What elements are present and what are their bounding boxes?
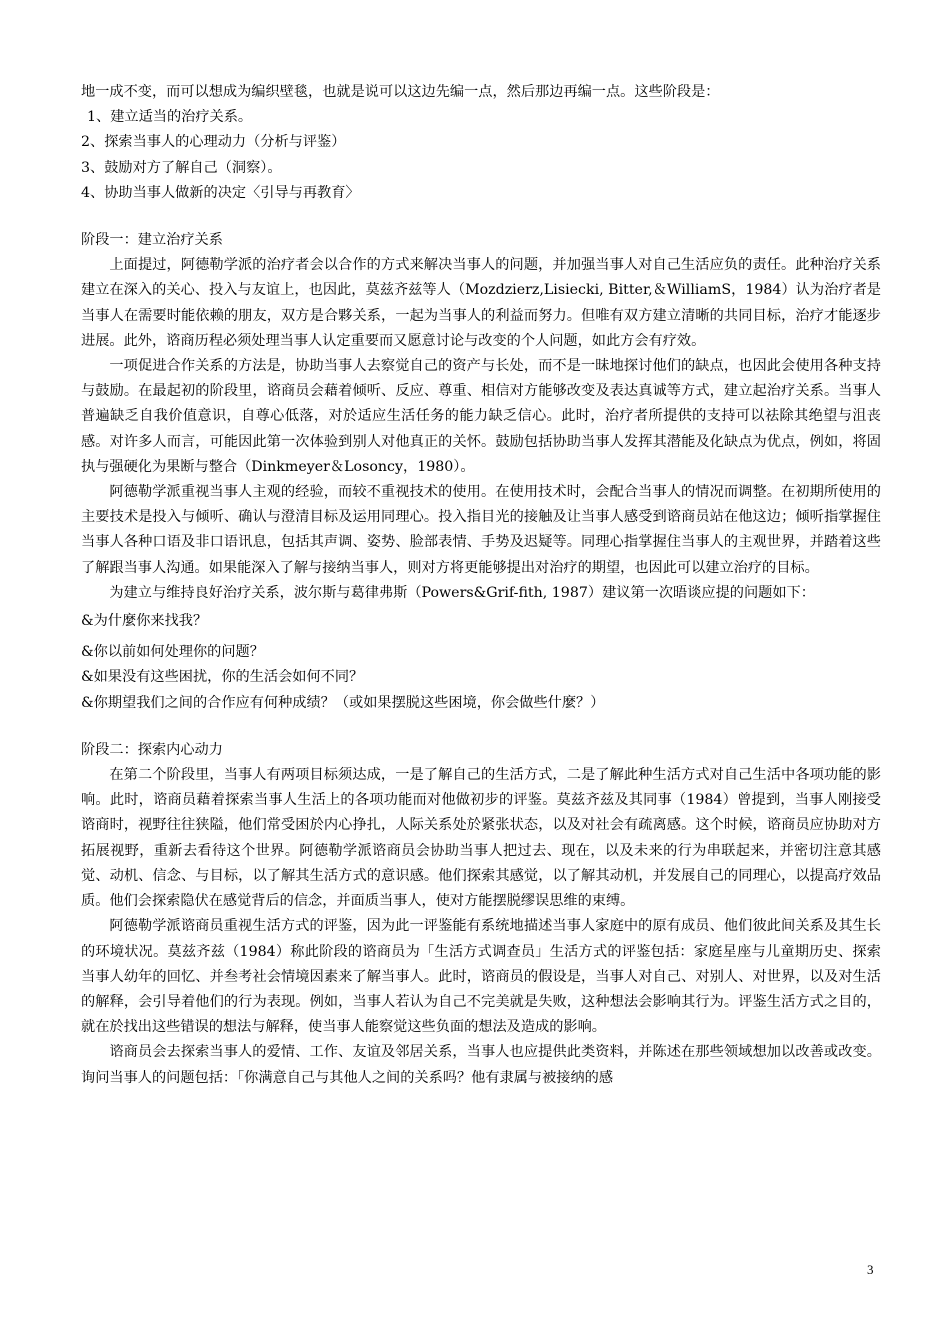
section1-paragraph-2: 一项促进合作关系的方法是，协助当事人去察觉自己的资产与长处，而不是一昧地探讨他们的缺点，也因此会使用各种支持与鼓励。在最起初的阶段里，谘商员会藉着倾听、反应、尊重、相信对方能够改变及表达真诚等方式，建立起治疗关系。当事人普遍缺乏自我价值意识，自尊心低落，对於适应生活任务的能力缺乏信心。此时，治疗者所提供的支持可以祛除其绝望与沮丧感。对许多人而言，可能因此第一次体验到别人对他真正的关怀。鼓励包括协助当事人发挥其潜能及化缺点为优点，例如，将固执与强硬化为果断与整合（Dinkmeyer＆Losoncy，1980）。 [81,358,881,475]
page-body [81,80,881,1091]
section2-paragraph-2: 阿德勒学派谘商员重视生活方式的评鉴，因为此一评鉴能有系统地描述当事人家庭中的原有成员、他们彼此间关系及其生长的环境状况。莫兹齐兹（1984）称此阶段的谘商员为「生活方式调查员」生活方式的评鉴包括：家庭星座与儿童期历史、探索当事人幼年的回忆、并叁考社会情境因素来了解当事人。此时，谘商员的假设是，当事人对自己、对别人、对世界，以及对生活的解释，会引导着他们的行为表现。例如，当事人若认为自己不完美就是失败，这种想法会影响其行为。评鉴生活方式之目的，就在於找出这些错误的想法与解释，使当事人能察觉这些负面的想法及造成的影响。 [81,918,881,1036]
question-3: &如果没有这些困扰，你的生活会如何不同？ [81,669,364,686]
intro-line: 地一成不变，而可以想成为编织壁毯，也就是说可以这边先编一点，然后那边再编一点。这些阶段是： [81,84,720,100]
spacer [81,716,881,738]
page-number: 3 [867,1262,874,1277]
question-1: &为什麼你来找我？ [81,613,208,630]
question-2: &你以前如何处理你的问题？ [81,644,264,661]
spacer [81,206,881,228]
stage-item-2: 2、探索当事人的心理动力（分析与评鉴） [81,134,346,151]
section2-paragraph-3: 谘商员会去探索当事人的爱情、工作、友谊及邻居关系，当事人也应提供此类资料，并陈述在那些领域想加以改善或改变。询问当事人的问题包括：「你满意自己与其他人之间的关系吗？他有隶属与被接纳的感 [81,1044,881,1086]
section2-heading: 阶段二：探索内心动力 [81,741,223,758]
stage-item-4: 4、协助当事人做新的决定〈引导与再教育〉 [81,184,360,201]
section1-paragraph-4: 为建立与维持良好治疗关系，波尔斯与葛律弗斯（Powers&Grif-fith, 1987）建议第一次晤谈应提的问题如下： [109,584,815,601]
section1-heading: 阶段一：建立治疗关系 [81,232,223,249]
section1-paragraph-3: 阿德勒学派重视当事人主观的经验，而较不重视技术的使用。在使用技术时，会配合当事人的情况而调整。在初期所使用的主要技术是投入与倾听、确认与澄清目标及运用同理心。投入指目光的接触及让当事人感受到谘商员站在他这边；倾听指掌握住当事人各种口语及非口语讯息，包括其声调、姿势、脸部表情、手势及迟疑等。同理心指掌握住当事人的主观世界，并踏着这些了解跟当事人沟通。如果能深入了解与接纳当事人，则对方将更能够提出对治疗的期望，也因此可以建立治疗的目标。 [81,484,881,576]
stage-item-3: 3、鼓励对方了解自己（洞察）。 [81,159,282,176]
question-4: &你期望我们之间的合作应有何种成绩？（或如果摆脱这些困境，你会做些什麼？） [81,694,605,711]
section1-paragraph-1: 上面提过，阿德勒学派的治疗者会以合作的方式来解决当事人的问题，并加强当事人对自己生活应负的责任。此种治疗关系建立在深入的关心、投入与友谊上，也因此，莫兹齐兹等人（Mozdzierz,Lisiecki, Bitter,＆WilliamS，1984）认为治疗者是当事人在需要时能依赖的朋友，双方是合夥关系，一起为当事人的利益而努力。但唯有双方建立清晰的共同目标，治疗才能逐步进展。此外，谘商历程必须处理当事人认定重要而又愿意讨论与改变的个人问题，如此方会有疗效。 [81,257,881,349]
stage-item-1: 1、建立适当的治疗关系。 [87,109,253,126]
section2-paragraph-1: 在第二个阶段里，当事人有两项目标须达成，一是了解自己的生活方式，二是了解此种生活方式对自己生活中各项功能的影响。此时，谘商员藉着探索当事人生活上的各项功能而对他做初步的评鉴。莫兹齐兹及其同事（1984）曾提到，当事人刚接受谘商时，视野往往狭隘，他们常受困於内心挣扎，人际关系处於紧张状态，以及对社会有疏离感。这个时候，谘商员应协助对方拓展视野，重新去看待这个世界。阿德勒学派谘商员会协助当事人把过去、现在，以及未来的行为串联起来，并密切注意其感觉、动机、信念、与目标，以了解其生活方式的意识感。他们探索其感觉，以了解其动机，并发展自己的同理心，以提高疗效品质。他们会探索隐伏在感觉背后的信念，并面质当事人，使对方能摆脱缪误思维的束缚。 [81,767,881,910]
